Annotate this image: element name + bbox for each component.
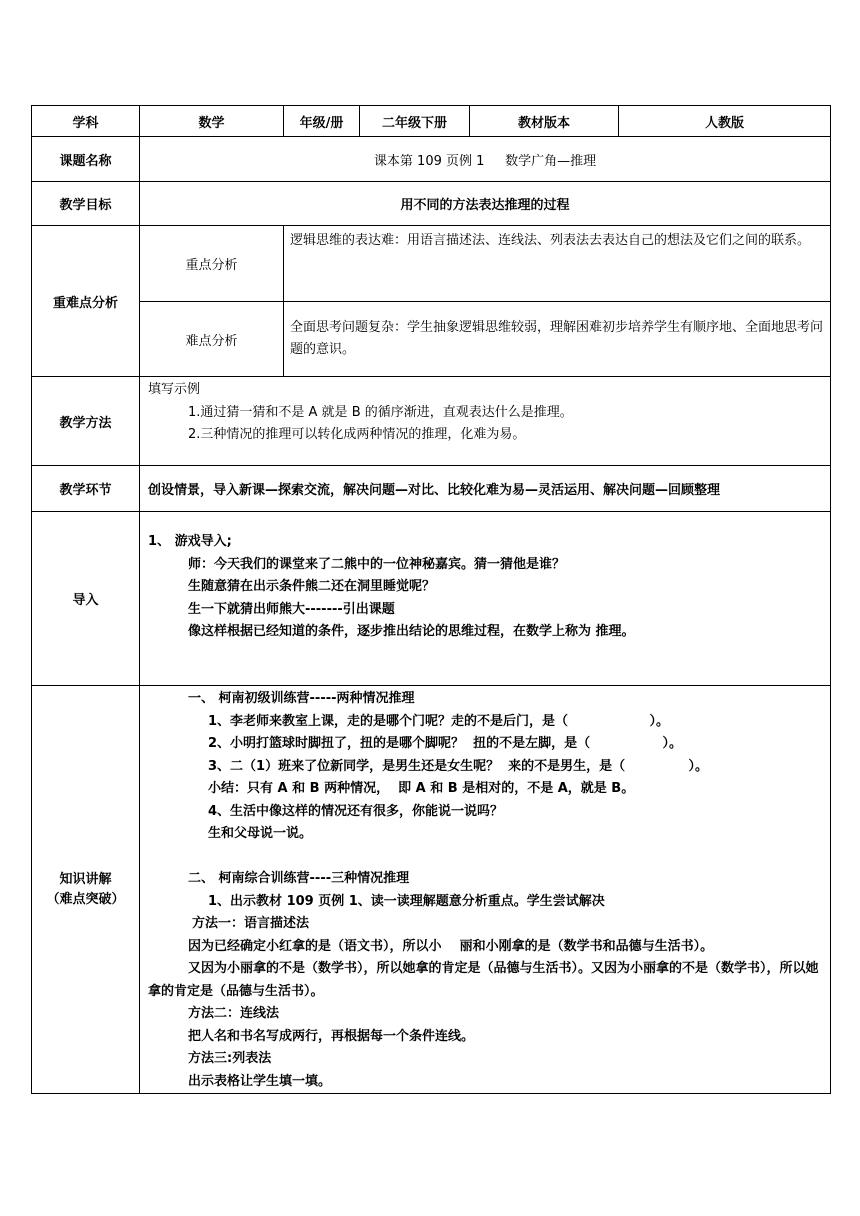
knowledge-line: 因为已经确定小红拿的是（语文书），所以小 丽和小刚拿的是（数学书和品德与生活书）。: [188, 938, 714, 954]
topic-value: 课本第 109 页例 1 数学广角—推理: [140, 137, 831, 182]
edition-value: 人教版: [619, 106, 831, 137]
intro-label: 导入: [32, 512, 140, 686]
intro-line: 师：今天我们的课堂来了二熊中的一位神秘嘉宾。猜一猜他是谁？: [188, 556, 566, 572]
knowledge-line: 1、李老师来教室上课，走的是哪个门呢？走的不是后门，是（ ）。: [208, 713, 670, 729]
knowledge-content: [140, 686, 831, 1094]
key-point-label: 重点分析: [140, 226, 284, 302]
knowledge-line: 1、出示教材 109 页例 1、读一读理解题意分析重点。学生尝试解决: [208, 893, 605, 909]
knowledge-label-line1: 知识讲解: [59, 871, 112, 887]
knowledge-line: 方法二：连线法: [188, 1006, 280, 1021]
knowledge-line: 方法一：语言描述法: [192, 916, 310, 931]
method-line: 2.三种情况的推理可以转化成两种情况的推理，化难为易。: [188, 427, 526, 442]
topic-label: 课题名称: [32, 137, 140, 182]
knowledge-line: 2、小明打篮球时脚扭了，扭的是哪个脚呢？ 扭的不是左脚，是（ ）。: [208, 736, 683, 751]
knowledge-line: 把人名和书名写成两行，再根据每一个条件连线。: [188, 1028, 475, 1044]
lesson-plan-table: [31, 105, 831, 1094]
header-row: [32, 106, 831, 137]
method-label: 教学方法: [32, 377, 140, 466]
intro-content: [140, 512, 831, 686]
knowledge-row: [32, 686, 831, 1094]
knowledge-label: [32, 686, 140, 1094]
topic-row: [32, 137, 831, 182]
knowledge-line: 又因为小丽拿的不是（数学书），所以她拿的肯定是（品德与生活书）。又因为小丽拿的不是（数学书），所以她拿的肯定是（品德与生活书）。: [148, 961, 819, 999]
knowledge-line: 4、生活中像这样的情况还有很多，你能说一说吗？: [208, 803, 504, 819]
edition-label: 教材版本: [470, 106, 619, 137]
intro-line: 1、 游戏导入;: [148, 534, 232, 549]
difficult-point-text: 全面思考问题复杂：学生抽象逻辑思维较弱，理解困难初步培养学生有顺序地、全面地思考问题的意识。: [284, 302, 831, 377]
key-point-row: [32, 226, 831, 302]
method-line: 填写示例: [148, 382, 201, 397]
method-line: 1.通过猜一猜和不是 A 就是 B 的循序渐进，直观表达什么是推理。: [188, 404, 573, 420]
goal-label: 教学目标: [32, 182, 140, 226]
steps-label: 教学环节: [32, 466, 140, 512]
knowledge-line: 方法三:列表法: [188, 1051, 272, 1066]
goal-value: 用不同的方法表达推理的过程: [140, 182, 831, 226]
difficult-point-row: [32, 302, 831, 377]
knowledge-line: 生和父母说一说。: [208, 826, 313, 841]
knowledge-line: 3、二（1）班来了位新同学，是男生还是女生呢？ 来的不是男生，是（ ）。: [208, 758, 709, 774]
grade-value: 二年级下册: [360, 106, 470, 137]
method-row: [32, 377, 831, 466]
intro-row: [32, 512, 831, 686]
method-content: [140, 377, 831, 466]
intro-line: 像这样根据已经知道的条件，逐步推出结论的思维过程，在数学上称为 推理。: [188, 624, 635, 639]
intro-line: 生一下就猜出师熊大-------引出课题: [188, 601, 395, 617]
key-difficult-label: 重难点分析: [32, 226, 140, 377]
knowledge-label-line2: （难点突破）: [46, 891, 125, 907]
subject-label: 学科: [32, 106, 140, 137]
key-point-text: 逻辑思维的表达难：用语言描述法、连线法、列表法去表达自己的想法及它们之间的联系。: [284, 226, 831, 302]
steps-value: 创设情景，导入新课—探索交流，解决问题—对比、比较化难为易—灵活运用、解决问题—回顾整理: [140, 466, 831, 512]
grade-label: 年级/册: [284, 106, 360, 137]
knowledge-line: 出示表格让学生填一填。: [188, 1073, 332, 1089]
difficult-point-label: 难点分析: [140, 302, 284, 377]
knowledge-line: 一、 柯南初级训练营-----两种情况推理: [188, 691, 415, 706]
steps-row: [32, 466, 831, 512]
goal-row: [32, 182, 831, 226]
intro-line: 生随意猜在出示条件熊二还在洞里睡觉呢？: [188, 579, 436, 594]
knowledge-line: 二、 柯南综合训练营----三种情况推理: [188, 871, 410, 886]
knowledge-line: [140, 846, 830, 869]
subject-value: 数学: [140, 106, 284, 137]
knowledge-line: 小结：只有 A 和 B 两种情况， 即 A 和 B 是相对的，不是 A，就是 B。: [208, 781, 635, 796]
